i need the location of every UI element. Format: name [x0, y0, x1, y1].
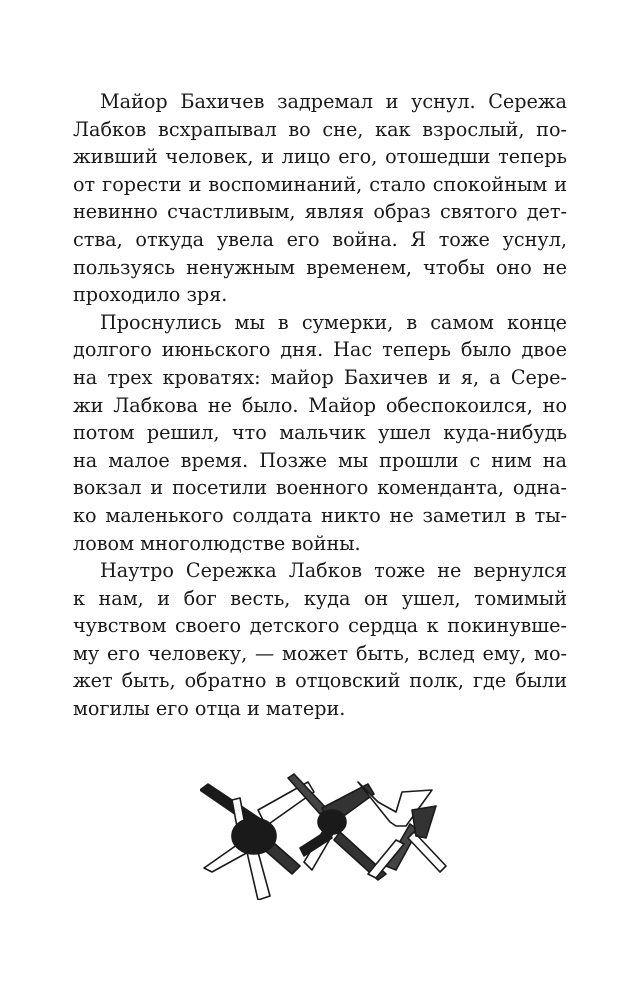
paragraph-2: [73, 309, 567, 557]
text-line: жет быть, обратно в отцовский полк, где были: [73, 669, 567, 693]
text-line: Лабков всхрапывал во сне, как взрослый, по-: [73, 117, 567, 141]
text-line: чувством своего детского сердца к покинувше-: [73, 614, 567, 638]
text-line: к нам, и бог весть, куда он ушел, томимый: [73, 586, 567, 610]
text-line: му его человеку, — может быть, вслед ему, мо-: [73, 641, 567, 665]
text-line: потом решил, что мальчик ушел куда-нибудь: [73, 421, 567, 445]
paragraph-1: [73, 88, 567, 309]
text-line: от горести и воспоминаний, стало спокойным и: [73, 172, 567, 196]
text-line: ко маленького солдата никто не заметил в ты-: [73, 503, 567, 527]
czech-hedgehog-barriers-illustration: [200, 770, 460, 900]
text-line: пользуясь ненужным временем, чтобы оно не: [73, 255, 567, 279]
body-text: [73, 88, 567, 723]
text-line: ловом многолюдстве войны.: [73, 531, 361, 555]
text-line: долгого июньского дня. Нас теперь было двое: [73, 338, 567, 362]
text-line: проходило зря.: [73, 283, 228, 307]
text-line: могилы его отца и матери.: [73, 697, 346, 721]
paragraph-3: [73, 557, 567, 723]
text-line: Проснулись мы в сумерки, в самом конце: [100, 310, 567, 334]
text-line: вокзал и посетили военного коменданта, одна-: [73, 476, 567, 500]
text-line: Майор Бахичев задремал и уснул. Сережа: [100, 90, 567, 113]
text-line: жи Лабкова не было. Майор обеспокоился, но: [73, 393, 567, 417]
text-line: ства, откуда увела его война. Я тоже уснул,: [73, 227, 567, 251]
text-line: на трех кроватях: майор Бахичев и я, а Сере-: [73, 365, 567, 389]
text-line: невинно счастливым, являя образ святого дет-: [73, 200, 567, 224]
text-line: на малое время. Позже мы прошли с ним на: [73, 448, 567, 472]
text-line: живший человек, и лицо его, отошедши теперь: [73, 145, 567, 169]
text-line: Наутро Сережка Лабков тоже не вернулся: [100, 559, 567, 583]
